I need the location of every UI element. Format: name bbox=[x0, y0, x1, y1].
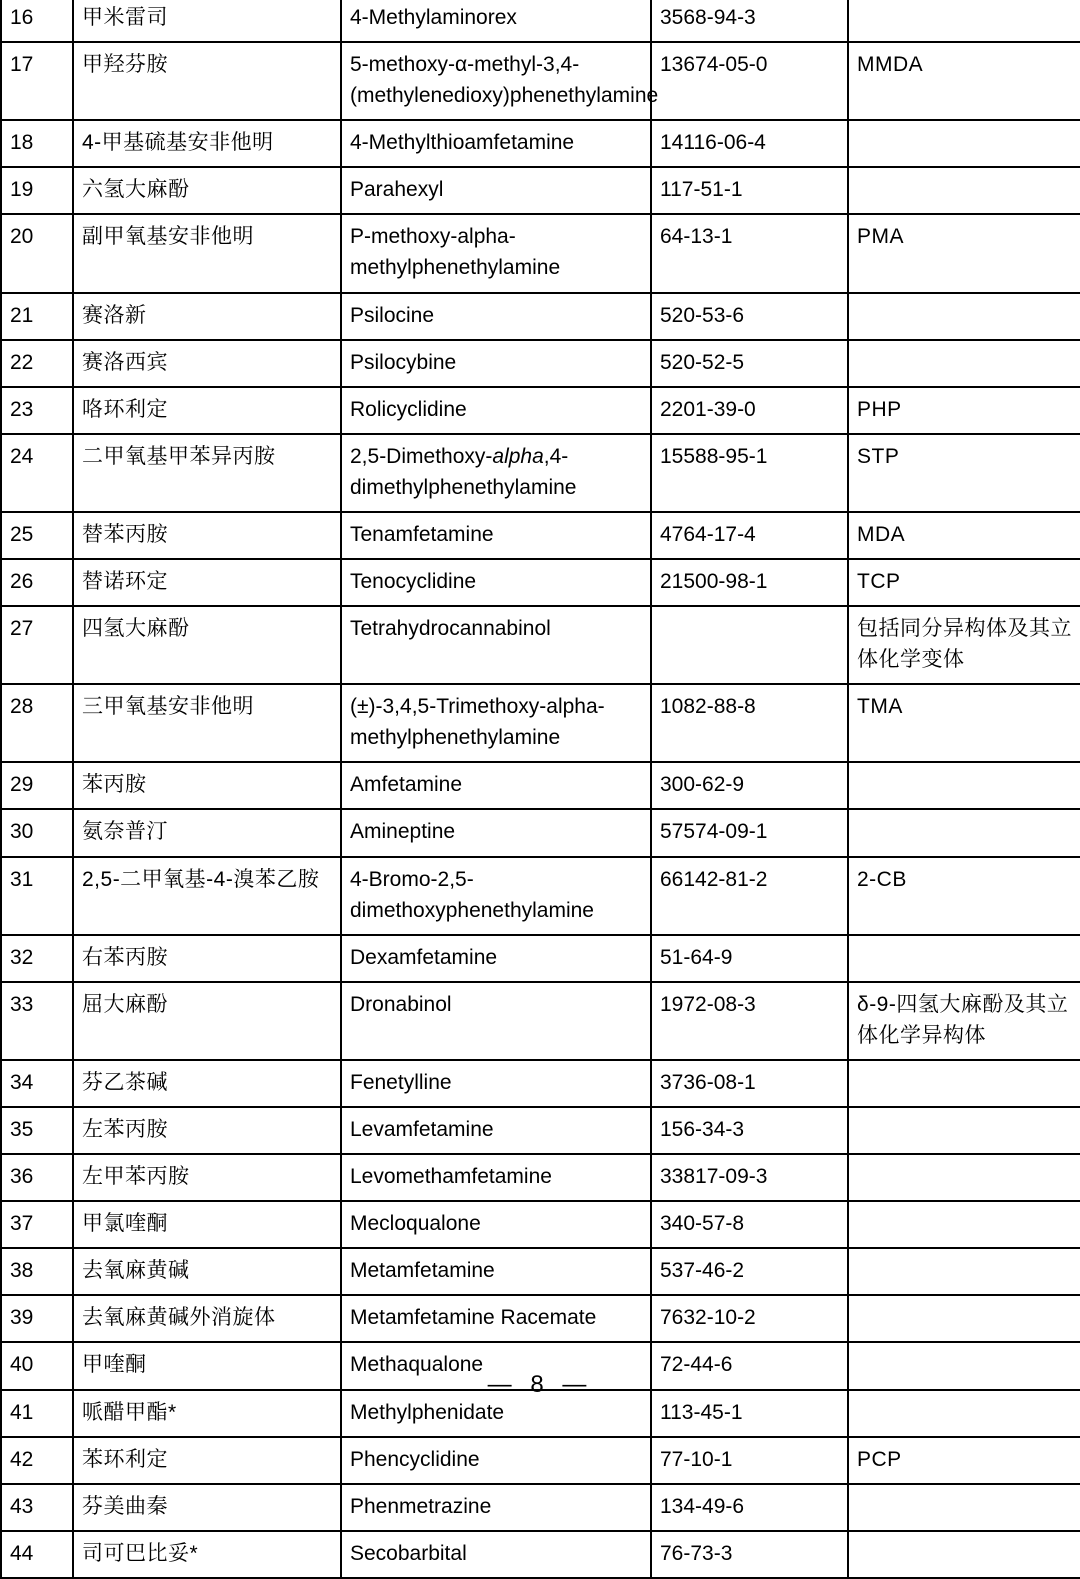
cell-cas-number: 33817-09-3 bbox=[651, 1154, 848, 1201]
cell-english-name: Secobarbital bbox=[341, 1531, 651, 1578]
cell-cas-number: 3568-94-3 bbox=[651, 0, 848, 42]
table-body bbox=[1, 0, 1080, 1578]
cell-english-name: Psilocybine bbox=[341, 340, 651, 387]
cell-cas-number: 3736-08-1 bbox=[651, 1060, 848, 1107]
cell-remark: TCP bbox=[848, 559, 1080, 606]
cell-remark bbox=[848, 120, 1080, 167]
cell-english-name: Methaqualone bbox=[341, 1342, 651, 1389]
cell-remark bbox=[848, 1154, 1080, 1201]
table-row bbox=[1, 606, 1080, 684]
cell-cas-number: 13674-05-0 bbox=[651, 42, 848, 120]
cell-remark: TMA bbox=[848, 684, 1080, 762]
cell-no: 24 bbox=[1, 434, 73, 512]
cell-cas-number: 1082-88-8 bbox=[651, 684, 848, 762]
cell-remark bbox=[848, 1201, 1080, 1248]
cell-cas-number: 2201-39-0 bbox=[651, 387, 848, 434]
cell-cas-number: 21500-98-1 bbox=[651, 559, 848, 606]
cell-no: 32 bbox=[1, 935, 73, 982]
cell-no: 36 bbox=[1, 1154, 73, 1201]
cell-english-name: Metamfetamine Racemate bbox=[341, 1295, 651, 1342]
cell-no: 41 bbox=[1, 1390, 73, 1437]
cell-cas-number: 537-46-2 bbox=[651, 1248, 848, 1295]
table-row bbox=[1, 1201, 1080, 1248]
table-row bbox=[1, 42, 1080, 120]
cell-cas-number: 1972-08-3 bbox=[651, 982, 848, 1060]
cell-remark: STP bbox=[848, 434, 1080, 512]
cell-english-name: Levomethamfetamine bbox=[341, 1154, 651, 1201]
cell-remark: PHP bbox=[848, 387, 1080, 434]
cell-no: 33 bbox=[1, 982, 73, 1060]
cell-no: 44 bbox=[1, 1531, 73, 1578]
table-row bbox=[1, 1060, 1080, 1107]
cell-english-name: 4-Bromo-2,5-dimethoxyphenethylamine bbox=[341, 857, 651, 935]
cell-remark: PCP bbox=[848, 1437, 1080, 1484]
table-row bbox=[1, 340, 1080, 387]
cell-remark bbox=[848, 1531, 1080, 1578]
cell-chinese-name: 咯环利定 bbox=[73, 387, 341, 434]
cell-chinese-name: 六氢大麻酚 bbox=[73, 167, 341, 214]
cell-remark bbox=[848, 0, 1080, 42]
cell-no: 38 bbox=[1, 1248, 73, 1295]
cell-no: 39 bbox=[1, 1295, 73, 1342]
table-row bbox=[1, 935, 1080, 982]
cell-remark: MDA bbox=[848, 512, 1080, 559]
cell-chinese-name: 2,5-二甲氧基-4-溴苯乙胺 bbox=[73, 857, 341, 935]
cell-chinese-name: 左苯丙胺 bbox=[73, 1107, 341, 1154]
cell-remark: 包括同分异构体及其立体化学变体 bbox=[848, 606, 1080, 684]
cell-cas-number: 300-62-9 bbox=[651, 762, 848, 809]
cell-cas-number: 76-73-3 bbox=[651, 1531, 848, 1578]
cell-english-name: Amfetamine bbox=[341, 762, 651, 809]
cell-remark bbox=[848, 1107, 1080, 1154]
cell-no: 40 bbox=[1, 1342, 73, 1389]
cell-no: 29 bbox=[1, 762, 73, 809]
cell-chinese-name: 去氧麻黄碱 bbox=[73, 1248, 341, 1295]
cell-cas-number: 72-44-6 bbox=[651, 1342, 848, 1389]
cell-no: 37 bbox=[1, 1201, 73, 1248]
cell-english-name: 2,5-Dimethoxy-alpha,4-dimethylphenethylamine bbox=[341, 434, 651, 512]
table-row bbox=[1, 387, 1080, 434]
cell-cas-number: 156-34-3 bbox=[651, 1107, 848, 1154]
cell-remark bbox=[848, 809, 1080, 856]
cell-no: 16 bbox=[1, 0, 73, 42]
cell-chinese-name: 去氧麻黄碱外消旋体 bbox=[73, 1295, 341, 1342]
cell-english-name: Phenmetrazine bbox=[341, 1484, 651, 1531]
cell-remark bbox=[848, 935, 1080, 982]
table-row bbox=[1, 1531, 1080, 1578]
cell-cas-number: 57574-09-1 bbox=[651, 809, 848, 856]
cell-no: 23 bbox=[1, 387, 73, 434]
cell-chinese-name: 芬乙茶碱 bbox=[73, 1060, 341, 1107]
cell-chinese-name: 赛洛新 bbox=[73, 293, 341, 340]
table-row bbox=[1, 1154, 1080, 1201]
cell-no: 19 bbox=[1, 167, 73, 214]
cell-no: 31 bbox=[1, 857, 73, 935]
cell-cas-number: 51-64-9 bbox=[651, 935, 848, 982]
cell-chinese-name: 甲喹酮 bbox=[73, 1342, 341, 1389]
cell-chinese-name: 苯环利定 bbox=[73, 1437, 341, 1484]
cell-chinese-name: 氨奈普汀 bbox=[73, 809, 341, 856]
cell-cas-number: 134-49-6 bbox=[651, 1484, 848, 1531]
cell-remark: δ-9-四氢大麻酚及其立体化学异构体 bbox=[848, 982, 1080, 1060]
cell-chinese-name: 二甲氧基甲苯异丙胺 bbox=[73, 434, 341, 512]
cell-remark bbox=[848, 1060, 1080, 1107]
cell-english-name: Psilocine bbox=[341, 293, 651, 340]
cell-cas-number: 340-57-8 bbox=[651, 1201, 848, 1248]
cell-chinese-name: 左甲苯丙胺 bbox=[73, 1154, 341, 1201]
cell-cas-number: 66142-81-2 bbox=[651, 857, 848, 935]
table-row bbox=[1, 293, 1080, 340]
table-row bbox=[1, 512, 1080, 559]
cell-chinese-name: 替苯丙胺 bbox=[73, 512, 341, 559]
cell-remark bbox=[848, 340, 1080, 387]
table-row bbox=[1, 982, 1080, 1060]
cell-chinese-name: 苯丙胺 bbox=[73, 762, 341, 809]
cell-chinese-name: 三甲氧基安非他明 bbox=[73, 684, 341, 762]
cell-cas-number: 14116-06-4 bbox=[651, 120, 848, 167]
cell-chinese-name: 副甲氧基安非他明 bbox=[73, 214, 341, 292]
cell-english-name: Tenamfetamine bbox=[341, 512, 651, 559]
cell-english-name: 4-Methylaminorex bbox=[341, 0, 651, 42]
cell-cas-number: 117-51-1 bbox=[651, 167, 848, 214]
table-row bbox=[1, 559, 1080, 606]
cell-remark bbox=[848, 1295, 1080, 1342]
cell-english-name: Metamfetamine bbox=[341, 1248, 651, 1295]
cell-english-name: P-methoxy-alpha-methylphenethylamine bbox=[341, 214, 651, 292]
cell-english-name: (±)-3,4,5-Trimethoxy-alpha-methylphenethylamine bbox=[341, 684, 651, 762]
cell-remark bbox=[848, 293, 1080, 340]
cell-no: 17 bbox=[1, 42, 73, 120]
cell-cas-number bbox=[651, 606, 848, 684]
cell-no: 26 bbox=[1, 559, 73, 606]
cell-cas-number: 77-10-1 bbox=[651, 1437, 848, 1484]
page-number: — 8 — bbox=[487, 1371, 593, 1398]
cell-chinese-name: 甲羟芬胺 bbox=[73, 42, 341, 120]
cell-english-name: 5-methoxy-α-methyl-3,4-(methylenedioxy)phenethylamine bbox=[341, 42, 651, 120]
table-row bbox=[1, 214, 1080, 292]
cell-english-name: 4-Methylthioamfetamine bbox=[341, 120, 651, 167]
cell-no: 28 bbox=[1, 684, 73, 762]
cell-chinese-name: 四氢大麻酚 bbox=[73, 606, 341, 684]
cell-chinese-name: 芬美曲秦 bbox=[73, 1484, 341, 1531]
table-row bbox=[1, 1248, 1080, 1295]
cell-no: 27 bbox=[1, 606, 73, 684]
cell-chinese-name: 右苯丙胺 bbox=[73, 935, 341, 982]
table-row bbox=[1, 1437, 1080, 1484]
cell-chinese-name: 甲氯喹酮 bbox=[73, 1201, 341, 1248]
cell-english-name: Dronabinol bbox=[341, 982, 651, 1060]
cell-no: 22 bbox=[1, 340, 73, 387]
cell-chinese-name: 赛洛西宾 bbox=[73, 340, 341, 387]
table-row bbox=[1, 762, 1080, 809]
cell-no: 35 bbox=[1, 1107, 73, 1154]
cell-english-name: Mecloqualone bbox=[341, 1201, 651, 1248]
cell-chinese-name: 替诺环定 bbox=[73, 559, 341, 606]
cell-no: 21 bbox=[1, 293, 73, 340]
cell-remark: MMDA bbox=[848, 42, 1080, 120]
cell-cas-number: 113-45-1 bbox=[651, 1390, 848, 1437]
cell-remark: 2-CB bbox=[848, 857, 1080, 935]
cell-english-name: Tenocyclidine bbox=[341, 559, 651, 606]
cell-english-name: Amineptine bbox=[341, 809, 651, 856]
cell-english-name: Fenetylline bbox=[341, 1060, 651, 1107]
cell-cas-number: 4764-17-4 bbox=[651, 512, 848, 559]
table-row bbox=[1, 120, 1080, 167]
cell-cas-number: 7632-10-2 bbox=[651, 1295, 848, 1342]
cell-cas-number: 520-53-6 bbox=[651, 293, 848, 340]
cell-english-name: Phencyclidine bbox=[341, 1437, 651, 1484]
cell-remark bbox=[848, 762, 1080, 809]
cell-no: 43 bbox=[1, 1484, 73, 1531]
table-row bbox=[1, 809, 1080, 856]
table-row bbox=[1, 1484, 1080, 1531]
cell-chinese-name: 哌醋甲酯* bbox=[73, 1390, 341, 1437]
cell-no: 18 bbox=[1, 120, 73, 167]
table-row bbox=[1, 167, 1080, 214]
cell-remark bbox=[848, 167, 1080, 214]
cell-english-name: Parahexyl bbox=[341, 167, 651, 214]
cell-chinese-name: 4-甲基硫基安非他明 bbox=[73, 120, 341, 167]
cell-chinese-name: 屈大麻酚 bbox=[73, 982, 341, 1060]
cell-no: 34 bbox=[1, 1060, 73, 1107]
cell-remark bbox=[848, 1248, 1080, 1295]
cell-english-name: Methylphenidate bbox=[341, 1390, 651, 1437]
table-row bbox=[1, 0, 1080, 42]
cell-english-name: Rolicyclidine bbox=[341, 387, 651, 434]
cell-cas-number: 64-13-1 bbox=[651, 214, 848, 292]
table-row bbox=[1, 684, 1080, 762]
table-row bbox=[1, 1107, 1080, 1154]
table-row bbox=[1, 857, 1080, 935]
cell-no: 30 bbox=[1, 809, 73, 856]
cell-remark: PMA bbox=[848, 214, 1080, 292]
cell-english-name: Dexamfetamine bbox=[341, 935, 651, 982]
cell-no: 42 bbox=[1, 1437, 73, 1484]
cell-no: 20 bbox=[1, 214, 73, 292]
table-row bbox=[1, 1295, 1080, 1342]
cell-cas-number: 520-52-5 bbox=[651, 340, 848, 387]
table-row bbox=[1, 434, 1080, 512]
cell-chinese-name: 甲米雷司 bbox=[73, 0, 341, 42]
cell-english-name: Tetrahydrocannabinol bbox=[341, 606, 651, 684]
cell-no: 25 bbox=[1, 512, 73, 559]
cell-english-name: Levamfetamine bbox=[341, 1107, 651, 1154]
cell-chinese-name: 司可巴比妥* bbox=[73, 1531, 341, 1578]
cell-remark bbox=[848, 1484, 1080, 1531]
cell-cas-number: 15588-95-1 bbox=[651, 434, 848, 512]
